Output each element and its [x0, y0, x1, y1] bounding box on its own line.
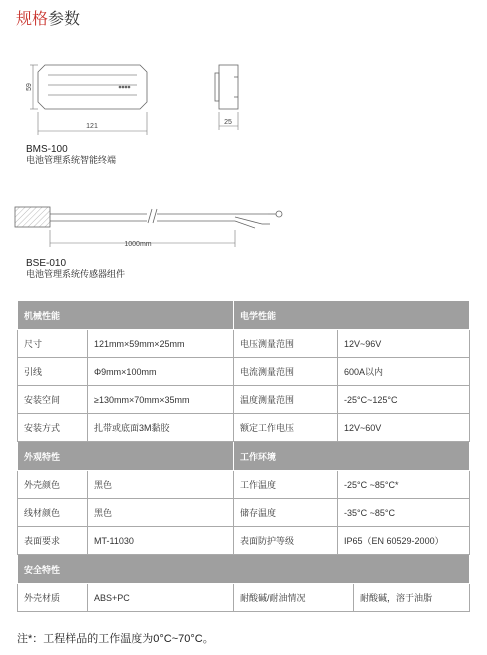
table-row	[18, 358, 470, 386]
bms-code: BMS-100	[26, 144, 68, 155]
table-row	[18, 584, 470, 612]
title-rest: 参数	[48, 11, 81, 28]
appearance-header: 外观特性	[18, 442, 234, 471]
env-header: 工作环境	[234, 442, 470, 471]
row-label: 安装方式	[18, 414, 88, 442]
row-value: 121mm×59mm×25mm	[88, 330, 234, 358]
row-label: 尺寸	[18, 330, 88, 358]
row-label: 安装空间	[18, 386, 88, 414]
bse-name: 电池管理系统传感器组件	[26, 269, 126, 279]
table-row	[18, 386, 470, 414]
table-row	[18, 527, 470, 555]
table-section-header	[18, 442, 470, 471]
row-value: -25°C ~85°C*	[338, 471, 470, 499]
row-label: 电压测量范围	[234, 330, 338, 358]
table-row	[18, 499, 470, 527]
row-value: 耐酸碱，溶于油脂	[354, 584, 470, 612]
row-value: -35°C ~85°C	[338, 499, 470, 527]
row-value: -25°C~125°C	[338, 386, 470, 414]
row-label: 额定工作电压	[234, 414, 338, 442]
bms-caption	[26, 144, 116, 166]
bse-sensor-drawing	[15, 207, 282, 228]
row-value: 12V~60V	[338, 414, 470, 442]
bms-depth-label: 25	[224, 119, 232, 126]
table-section-header	[18, 301, 470, 330]
bms-side-view	[215, 65, 238, 109]
row-value: Φ9mm×100mm	[88, 358, 234, 386]
bms-height-label: 59	[26, 83, 33, 91]
footnote: 注*：工程样品的工作温度为0°C~70°C。	[17, 633, 214, 645]
bse-length-label: 1000mm	[124, 241, 152, 248]
row-value: ≥130mm×70mm×35mm	[88, 386, 234, 414]
row-label: 外壳颜色	[18, 471, 88, 499]
bse-code: BSE-010	[26, 258, 67, 269]
row-label: 引线	[18, 358, 88, 386]
row-value: 12V~96V	[338, 330, 470, 358]
bms-name: 电池管理系统智能终端	[26, 155, 117, 165]
title-highlight: 规格	[16, 11, 49, 28]
table-row	[18, 330, 470, 358]
table-row	[18, 471, 470, 499]
row-label: 外壳材质	[18, 584, 88, 612]
bms-width-label: 121	[86, 123, 98, 130]
row-value: 600A以内	[338, 358, 470, 386]
elec-header: 电学性能	[234, 301, 470, 330]
row-value: ABS+PC	[88, 584, 234, 612]
mech-header: 机械性能	[18, 301, 234, 330]
table-row	[18, 414, 470, 442]
table-section-header	[18, 555, 470, 584]
safety-header: 安全特性	[18, 555, 470, 584]
row-value: IP65（EN 60529-2000）	[338, 527, 470, 555]
row-label: 电流测量范围	[234, 358, 338, 386]
spec-table	[17, 300, 470, 612]
row-label: 温度测量范围	[234, 386, 338, 414]
row-value: MT-11030	[88, 527, 234, 555]
row-value: 黑色	[88, 499, 234, 527]
row-label: 表面要求	[18, 527, 88, 555]
row-label: 工作温度	[234, 471, 338, 499]
row-label: 储存温度	[234, 499, 338, 527]
row-label: 耐酸碱/耐油情况	[234, 584, 354, 612]
row-label: 线材颜色	[18, 499, 88, 527]
bse-caption	[26, 258, 125, 280]
row-value: 扎带或底面3M黏胶	[88, 414, 234, 442]
bms-front-view	[38, 65, 147, 109]
row-value: 黑色	[88, 471, 234, 499]
row-label: 表面防护等级	[234, 527, 338, 555]
